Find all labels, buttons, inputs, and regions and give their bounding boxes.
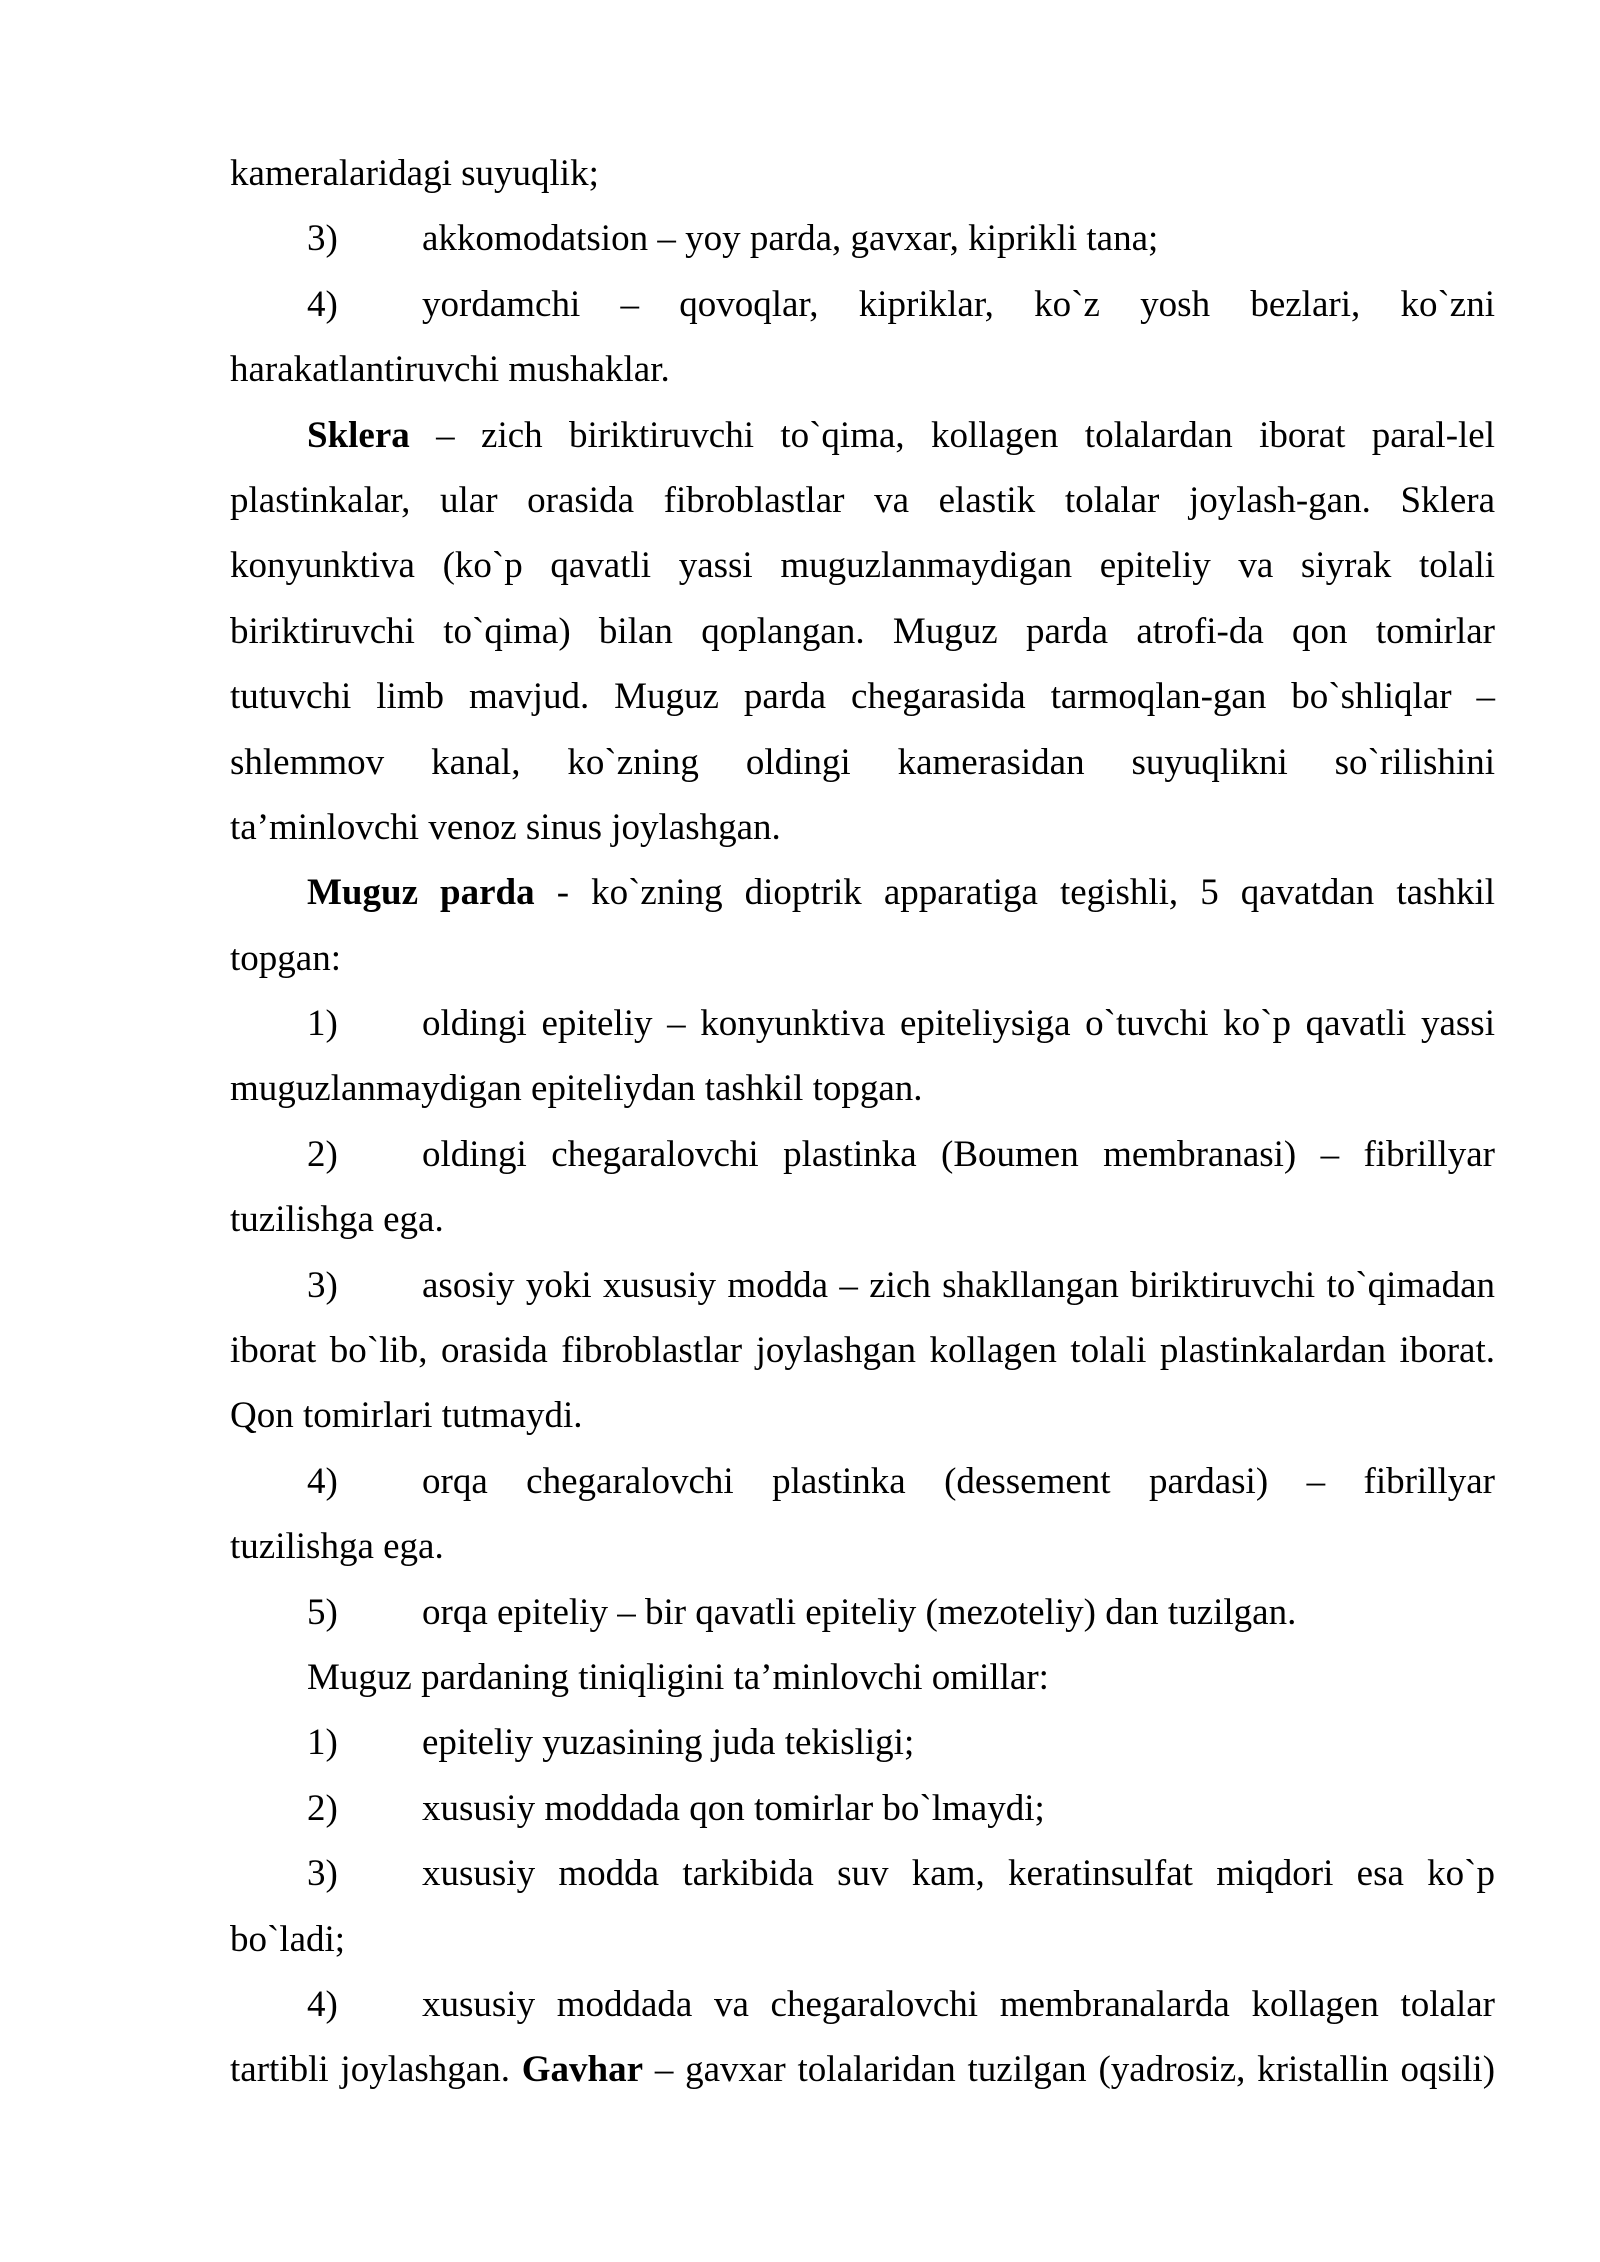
line-text: - ko`zning dioptrik apparatiga tegishli, 5 qavatdan tashkil xyxy=(556,872,1496,914)
text-line: shlemmov kanal, ko`zning oldingi kamerasidan suyuqlikni so`rilishini xyxy=(230,741,1495,783)
list-item-number: 4) xyxy=(307,1460,338,1502)
list-item-number: 2) xyxy=(307,1787,338,1829)
list-item-number: 1) xyxy=(307,1722,338,1764)
list-item xyxy=(230,1449,1495,1514)
bold-term: Gavhar xyxy=(521,2049,644,2091)
text-line: tuzilishga ega. xyxy=(230,1526,444,1568)
list-item xyxy=(230,206,1495,271)
text-line: tutuvchi limb mavjud. Muguz parda chegarasida tarmoqlan-gan bo`shliqlar – xyxy=(230,676,1495,718)
list-item-text: asosiy yoki xususiy modda – zich shakllangan biriktiruvchi to`qimadan xyxy=(422,1264,1495,1306)
list-item-number: 4) xyxy=(307,1983,338,2025)
list-item xyxy=(230,991,1495,1056)
bold-term: Muguz parda xyxy=(307,872,535,914)
list-item xyxy=(230,1776,1495,1841)
line-text: tartibli joylashgan. xyxy=(230,2049,510,2091)
list-item xyxy=(230,1253,1495,1318)
list-item-text: xususiy moddada va chegaralovchi membranalarda kollagen tolalar xyxy=(422,1983,1495,2025)
list-item-text: oldingi epiteliy – konyunktiva epiteliysiga o`tuvchi ko`p qavatli yassi xyxy=(422,1003,1495,1045)
text-line: biriktiruvchi to`qima) bilan qoplangan. Muguz parda atrofi-da qon tomirlar xyxy=(230,610,1495,652)
list-item-number: 3) xyxy=(307,218,338,260)
list-item-number: 5) xyxy=(307,1591,338,1633)
list-item xyxy=(230,1841,1495,1906)
list-item-text: orqa epiteliy – bir qavatli epiteliy (mezoteliy) dan tuzilgan. xyxy=(422,1591,1297,1633)
paragraph-first-line xyxy=(230,403,1495,468)
text-line xyxy=(230,2037,1495,2102)
list-item xyxy=(230,1580,1495,1645)
text-line: ta’minlovchi venoz sinus joylashgan. xyxy=(230,806,781,848)
text-line: harakatlantiruvchi mushaklar. xyxy=(230,349,670,391)
text-line: tuzilishga ega. xyxy=(230,1199,444,1241)
line-text: – gavxar tolalaridan tuzilgan (yadrosiz, kristallin oqsili) xyxy=(654,2049,1496,2091)
list-item-text: oldingi chegaralovchi plastinka (Boumen membranasi) – fibrillyar xyxy=(422,1133,1495,1175)
text-line: Qon tomirlari tutmaydi. xyxy=(230,1395,583,1437)
list-item xyxy=(230,272,1495,337)
list-item-text: akkomodatsion – yoy parda, gavxar, kiprikli tana; xyxy=(422,218,1159,260)
list-item-number: 1) xyxy=(307,1003,338,1045)
list-item-number: 2) xyxy=(307,1133,338,1175)
text-line: iborat bo`lib, orasida fibroblastlar joylashgan kollagen tolali plastinkalardan iborat. xyxy=(230,1330,1495,1372)
list-item xyxy=(230,1972,1495,2037)
list-item-text: epiteliy yuzasining juda tekisligi; xyxy=(422,1722,915,1764)
list-item-text: orqa chegaralovchi plastinka (dessement pardasi) – fibrillyar xyxy=(422,1460,1495,1502)
list-item-number: 3) xyxy=(307,1853,338,1895)
paragraph-first-line xyxy=(230,860,1495,925)
text-line: plastinkalar, ular orasida fibroblastlar va elastik tolalar joylash-gan. Sklera xyxy=(230,479,1495,521)
paragraph-first-line: Muguz pardaning tiniqligini ta’minlovchi omillar: xyxy=(307,1656,1049,1698)
bold-term: Sklera xyxy=(307,414,410,456)
list-item xyxy=(230,1122,1495,1187)
line-text: – zich biriktiruvchi to`qima, kollagen tolalardan iborat paral-lel xyxy=(436,414,1496,456)
list-item-text: xususiy modda tarkibida suv kam, keratinsulfat miqdori esa ko`p xyxy=(422,1853,1495,1895)
text-line: bo`ladi; xyxy=(230,1918,346,1960)
document-body xyxy=(230,141,1495,2103)
list-item-number: 3) xyxy=(307,1264,338,1306)
list-item-text: xususiy moddada qon tomirlar bo`lmaydi; xyxy=(422,1787,1045,1829)
text-line: konyunktiva (ko`p qavatli yassi muguzlanmaydigan epiteliy va siyrak tolali xyxy=(230,545,1495,587)
text-line: topgan: xyxy=(230,937,341,979)
list-item xyxy=(230,1710,1495,1775)
text-line: muguzlanmaydigan epiteliydan tashkil topgan. xyxy=(230,1068,923,1110)
list-item-number: 4) xyxy=(307,283,338,325)
list-item-text: yordamchi – qovoqlar, kipriklar, ko`z yosh bezlari, ko`zni xyxy=(422,283,1495,325)
text-line: kameralaridagi suyuqlik; xyxy=(230,153,599,194)
